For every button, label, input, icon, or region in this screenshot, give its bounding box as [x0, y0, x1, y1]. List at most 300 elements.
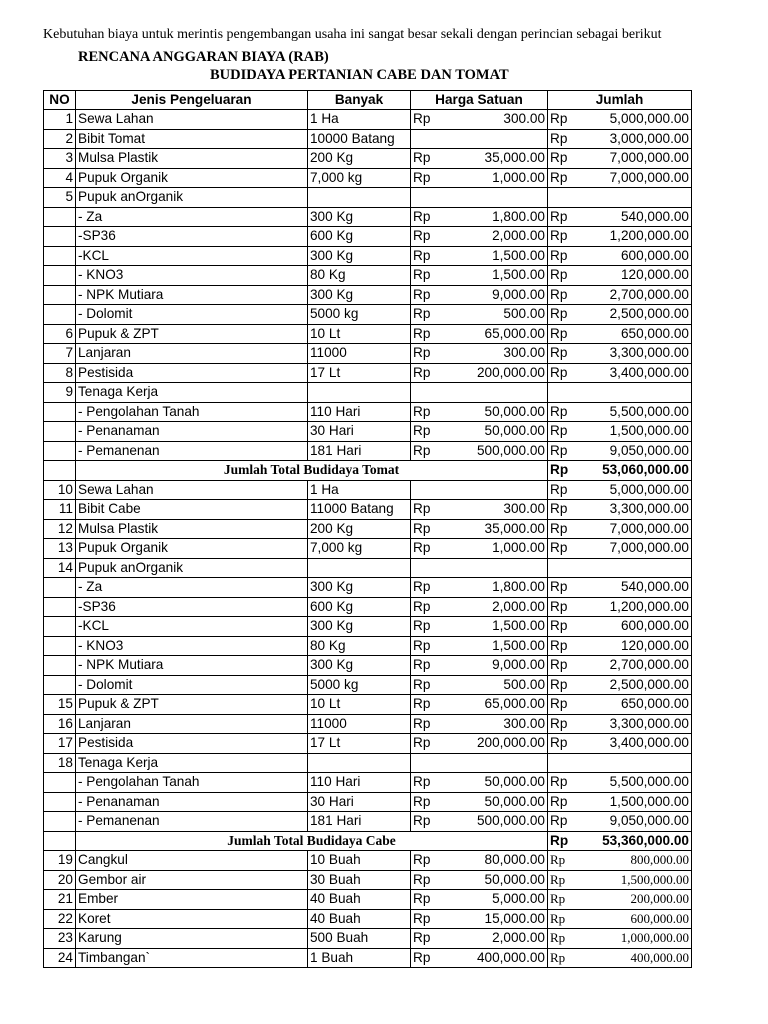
amount-currency: Rp	[548, 149, 578, 169]
table-row	[44, 636, 692, 656]
item-quantity: 30 Hari	[308, 422, 411, 442]
row-number	[44, 617, 76, 637]
amount-currency: Rp	[548, 305, 578, 325]
amount-currency: Rp	[548, 636, 578, 656]
total-no-cell	[44, 461, 76, 481]
unit-price: 200,000.00	[443, 734, 548, 754]
row-number	[44, 402, 76, 422]
amount-currency: Rp	[548, 519, 578, 539]
item-name: - KNO3	[76, 636, 308, 656]
amount: 600,000.00	[578, 246, 692, 266]
amount-currency: Rp	[548, 285, 578, 305]
table-row	[44, 812, 692, 832]
amount: 7,000,000.00	[578, 539, 692, 559]
row-number	[44, 578, 76, 598]
row-number: 8	[44, 363, 76, 383]
item-name: - Dolomit	[76, 305, 308, 325]
unit-price-currency: Rp	[411, 363, 443, 383]
item-name: Pestisida	[76, 363, 308, 383]
amount-currency: Rp	[548, 773, 578, 793]
item-name: - Penanaman	[76, 792, 308, 812]
unit-price: 2,000.00	[443, 227, 548, 247]
unit-price-currency: Rp	[411, 890, 443, 910]
unit-price-currency: Rp	[411, 207, 443, 227]
table-row	[44, 929, 692, 949]
item-quantity	[308, 558, 411, 578]
unit-price	[443, 188, 548, 208]
amount-currency: Rp	[548, 363, 578, 383]
row-number	[44, 207, 76, 227]
item-quantity: 11000	[308, 714, 411, 734]
amount: 200,000.00	[578, 890, 692, 910]
row-number: 20	[44, 870, 76, 890]
unit-price: 65,000.00	[443, 695, 548, 715]
table-row	[44, 207, 692, 227]
amount-currency: Rp	[548, 441, 578, 461]
row-number	[44, 305, 76, 325]
header-no: NO	[44, 91, 76, 110]
amount: 5,500,000.00	[578, 773, 692, 793]
amount: 3,000,000.00	[578, 129, 692, 149]
unit-price-currency: Rp	[411, 851, 443, 871]
amount-currency: Rp	[548, 792, 578, 812]
amount-currency: Rp	[548, 948, 578, 968]
table-row	[44, 773, 692, 793]
unit-price	[443, 558, 548, 578]
unit-price-currency: Rp	[411, 675, 443, 695]
total-amount: 53,060,000.00	[578, 461, 692, 481]
item-quantity: 200 Kg	[308, 519, 411, 539]
unit-price: 65,000.00	[443, 324, 548, 344]
amount-currency: Rp	[548, 539, 578, 559]
unit-price-currency	[411, 558, 443, 578]
amount: 400,000.00	[578, 948, 692, 968]
unit-price-currency: Rp	[411, 578, 443, 598]
item-quantity: 10 Lt	[308, 695, 411, 715]
amount: 1,500,000.00	[578, 870, 692, 890]
amount-currency: Rp	[548, 617, 578, 637]
table-row	[44, 285, 692, 305]
table-row	[44, 656, 692, 676]
table-row	[44, 500, 692, 520]
row-number: 10	[44, 480, 76, 500]
amount: 3,300,000.00	[578, 344, 692, 364]
item-quantity: 10 Lt	[308, 324, 411, 344]
unit-price-currency: Rp	[411, 168, 443, 188]
table-row	[44, 324, 692, 344]
amount: 540,000.00	[578, 578, 692, 598]
row-number	[44, 675, 76, 695]
unit-price: 1,500.00	[443, 617, 548, 637]
unit-price-currency: Rp	[411, 656, 443, 676]
amount-currency: Rp	[548, 129, 578, 149]
amount-currency: Rp	[548, 246, 578, 266]
table-row	[44, 792, 692, 812]
item-quantity: 181 Hari	[308, 441, 411, 461]
row-number: 17	[44, 734, 76, 754]
table-row	[44, 851, 692, 871]
table-row	[44, 539, 692, 559]
item-name: - Pemanenan	[76, 441, 308, 461]
table-row	[44, 909, 692, 929]
item-name: -SP36	[76, 227, 308, 247]
unit-price: 500.00	[443, 675, 548, 695]
row-number: 12	[44, 519, 76, 539]
amount	[578, 753, 692, 773]
row-number: 2	[44, 129, 76, 149]
amount-currency: Rp	[548, 110, 578, 130]
unit-price-currency: Rp	[411, 500, 443, 520]
budget-table	[43, 90, 692, 968]
row-number	[44, 441, 76, 461]
item-quantity: 300 Kg	[308, 207, 411, 227]
unit-price-currency: Rp	[411, 149, 443, 169]
unit-price-currency: Rp	[411, 734, 443, 754]
table-row	[44, 110, 692, 130]
unit-price-currency: Rp	[411, 714, 443, 734]
item-name: - Dolomit	[76, 675, 308, 695]
unit-price-currency: Rp	[411, 617, 443, 637]
item-quantity: 7,000 kg	[308, 168, 411, 188]
unit-price-currency: Rp	[411, 597, 443, 617]
item-name: Mulsa Plastik	[76, 519, 308, 539]
unit-price: 50,000.00	[443, 792, 548, 812]
amount-currency: Rp	[548, 734, 578, 754]
item-name: Sewa Lahan	[76, 480, 308, 500]
table-row	[44, 870, 692, 890]
unit-price: 300.00	[443, 714, 548, 734]
document-title: RENCANA ANGGARAN BIAYA (RAB)	[78, 49, 329, 65]
amount-currency: Rp	[548, 480, 578, 500]
table-row	[44, 695, 692, 715]
unit-price-currency: Rp	[411, 695, 443, 715]
item-quantity: 300 Kg	[308, 246, 411, 266]
unit-price	[443, 480, 548, 500]
item-quantity: 11000	[308, 344, 411, 364]
item-name: Lanjaran	[76, 714, 308, 734]
amount: 2,700,000.00	[578, 656, 692, 676]
unit-price-currency: Rp	[411, 246, 443, 266]
unit-price-currency: Rp	[411, 285, 443, 305]
amount	[578, 558, 692, 578]
item-name: - Pengolahan Tanah	[76, 402, 308, 422]
header-jenis: Jenis Pengeluaran	[76, 91, 308, 110]
table-header-row	[44, 91, 692, 110]
unit-price-currency: Rp	[411, 422, 443, 442]
unit-price: 35,000.00	[443, 519, 548, 539]
row-number	[44, 636, 76, 656]
table-row	[44, 734, 692, 754]
item-quantity: 200 Kg	[308, 149, 411, 169]
unit-price: 1,800.00	[443, 207, 548, 227]
item-quantity: 40 Buah	[308, 909, 411, 929]
item-name: Timbangan`	[76, 948, 308, 968]
table-row	[44, 344, 692, 364]
unit-price: 35,000.00	[443, 149, 548, 169]
unit-price-currency: Rp	[411, 305, 443, 325]
item-quantity: 11000 Batang	[308, 500, 411, 520]
item-name: Pupuk & ZPT	[76, 324, 308, 344]
item-name: -KCL	[76, 617, 308, 637]
row-number: 21	[44, 890, 76, 910]
unit-price-currency: Rp	[411, 929, 443, 949]
item-quantity: 30 Hari	[308, 792, 411, 812]
amount: 1,500,000.00	[578, 422, 692, 442]
unit-price: 50,000.00	[443, 402, 548, 422]
unit-price	[443, 753, 548, 773]
item-name: Karung	[76, 929, 308, 949]
row-number: 13	[44, 539, 76, 559]
item-quantity: 10000 Batang	[308, 129, 411, 149]
item-quantity	[308, 753, 411, 773]
unit-price: 200,000.00	[443, 363, 548, 383]
amount-currency: Rp	[548, 870, 578, 890]
row-number: 11	[44, 500, 76, 520]
row-number: 9	[44, 383, 76, 403]
item-name: Bibit Cabe	[76, 500, 308, 520]
amount: 5,000,000.00	[578, 480, 692, 500]
row-number	[44, 792, 76, 812]
amount: 3,300,000.00	[578, 714, 692, 734]
item-quantity: 300 Kg	[308, 578, 411, 598]
unit-price: 300.00	[443, 344, 548, 364]
amount: 540,000.00	[578, 207, 692, 227]
unit-price: 1,500.00	[443, 636, 548, 656]
table-row	[44, 675, 692, 695]
unit-price-currency: Rp	[411, 870, 443, 890]
amount: 1,200,000.00	[578, 227, 692, 247]
total-currency: Rp	[548, 461, 578, 481]
unit-price: 1,000.00	[443, 539, 548, 559]
amount-currency	[548, 558, 578, 578]
table-row	[44, 597, 692, 617]
item-name: Pupuk Organik	[76, 168, 308, 188]
amount	[578, 188, 692, 208]
row-number	[44, 773, 76, 793]
unit-price: 50,000.00	[443, 422, 548, 442]
amount	[578, 383, 692, 403]
document-subtitle: BUDIDAYA PERTANIAN CABE DAN TOMAT	[210, 67, 509, 83]
unit-price-currency	[411, 188, 443, 208]
row-number: 18	[44, 753, 76, 773]
item-name: Sewa Lahan	[76, 110, 308, 130]
unit-price-currency: Rp	[411, 812, 443, 832]
amount-currency	[548, 188, 578, 208]
unit-price-currency	[411, 129, 443, 149]
table-row	[44, 558, 692, 578]
amount-currency: Rp	[548, 578, 578, 598]
amount: 650,000.00	[578, 695, 692, 715]
table-row	[44, 246, 692, 266]
unit-price-currency	[411, 480, 443, 500]
amount: 2,700,000.00	[578, 285, 692, 305]
table-row	[44, 149, 692, 169]
row-number: 5	[44, 188, 76, 208]
total-row	[44, 831, 692, 851]
item-quantity: 80 Kg	[308, 636, 411, 656]
unit-price: 1,500.00	[443, 266, 548, 286]
item-quantity: 5000 kg	[308, 305, 411, 325]
unit-price: 400,000.00	[443, 948, 548, 968]
intro-text: Kebutuhan biaya untuk merintis pengembangan usaha ini sangat besar sekali dengan perincian sebagai berikut	[43, 27, 662, 42]
row-number	[44, 266, 76, 286]
item-name: Tenaga Kerja	[76, 383, 308, 403]
table-row	[44, 617, 692, 637]
unit-price-currency: Rp	[411, 324, 443, 344]
amount: 7,000,000.00	[578, 519, 692, 539]
row-number: 3	[44, 149, 76, 169]
row-number: 6	[44, 324, 76, 344]
item-name: - Za	[76, 578, 308, 598]
unit-price-currency: Rp	[411, 539, 443, 559]
amount-currency: Rp	[548, 207, 578, 227]
amount: 3,300,000.00	[578, 500, 692, 520]
amount: 9,050,000.00	[578, 441, 692, 461]
unit-price: 1,800.00	[443, 578, 548, 598]
amount: 600,000.00	[578, 909, 692, 929]
item-quantity: 40 Buah	[308, 890, 411, 910]
unit-price: 50,000.00	[443, 870, 548, 890]
item-name: Pupuk & ZPT	[76, 695, 308, 715]
item-quantity: 17 Lt	[308, 734, 411, 754]
item-name: Mulsa Plastik	[76, 149, 308, 169]
item-name: - NPK Mutiara	[76, 285, 308, 305]
total-currency: Rp	[548, 831, 578, 851]
total-row	[44, 461, 692, 481]
amount-currency	[548, 753, 578, 773]
unit-price: 9,000.00	[443, 285, 548, 305]
item-quantity: 300 Kg	[308, 656, 411, 676]
item-quantity: 110 Hari	[308, 402, 411, 422]
unit-price-currency: Rp	[411, 441, 443, 461]
table-row	[44, 402, 692, 422]
item-name: -SP36	[76, 597, 308, 617]
table-row	[44, 441, 692, 461]
item-quantity: 10 Buah	[308, 851, 411, 871]
item-quantity: 1 Buah	[308, 948, 411, 968]
amount: 3,400,000.00	[578, 363, 692, 383]
amount-currency: Rp	[548, 695, 578, 715]
unit-price-currency	[411, 753, 443, 773]
table-row	[44, 578, 692, 598]
amount: 120,000.00	[578, 636, 692, 656]
amount-currency: Rp	[548, 266, 578, 286]
unit-price-currency: Rp	[411, 344, 443, 364]
item-name: Pupuk Organik	[76, 539, 308, 559]
item-quantity	[308, 188, 411, 208]
row-number	[44, 812, 76, 832]
amount: 1,000,000.00	[578, 929, 692, 949]
amount-currency: Rp	[548, 168, 578, 188]
unit-price: 80,000.00	[443, 851, 548, 871]
table-row	[44, 948, 692, 968]
amount-currency: Rp	[548, 500, 578, 520]
unit-price: 300.00	[443, 110, 548, 130]
header-jumlah: Jumlah	[548, 91, 692, 110]
row-number	[44, 246, 76, 266]
unit-price: 2,000.00	[443, 929, 548, 949]
amount: 3,400,000.00	[578, 734, 692, 754]
row-number: 24	[44, 948, 76, 968]
amount-currency: Rp	[548, 344, 578, 364]
row-number	[44, 656, 76, 676]
table-row	[44, 714, 692, 734]
amount-currency: Rp	[548, 597, 578, 617]
unit-price-currency: Rp	[411, 636, 443, 656]
item-quantity: 110 Hari	[308, 773, 411, 793]
amount-currency: Rp	[548, 890, 578, 910]
amount: 5,000,000.00	[578, 110, 692, 130]
amount-currency: Rp	[548, 324, 578, 344]
table-row	[44, 422, 692, 442]
amount: 600,000.00	[578, 617, 692, 637]
unit-price-currency: Rp	[411, 519, 443, 539]
amount: 800,000.00	[578, 851, 692, 871]
unit-price-currency: Rp	[411, 792, 443, 812]
unit-price: 50,000.00	[443, 773, 548, 793]
item-name: -KCL	[76, 246, 308, 266]
row-number	[44, 285, 76, 305]
amount: 9,050,000.00	[578, 812, 692, 832]
unit-price-currency: Rp	[411, 773, 443, 793]
table-row	[44, 188, 692, 208]
item-quantity: 30 Buah	[308, 870, 411, 890]
unit-price: 300.00	[443, 500, 548, 520]
item-name: Bibit Tomat	[76, 129, 308, 149]
item-quantity	[308, 383, 411, 403]
amount-currency: Rp	[548, 851, 578, 871]
item-name: - NPK Mutiara	[76, 656, 308, 676]
table-row	[44, 266, 692, 286]
row-number: 22	[44, 909, 76, 929]
unit-price-currency	[411, 383, 443, 403]
row-number: 1	[44, 110, 76, 130]
table-row	[44, 753, 692, 773]
unit-price-currency: Rp	[411, 266, 443, 286]
unit-price: 9,000.00	[443, 656, 548, 676]
unit-price: 2,000.00	[443, 597, 548, 617]
unit-price-currency: Rp	[411, 909, 443, 929]
table-row	[44, 480, 692, 500]
header-banyak: Banyak	[308, 91, 411, 110]
row-number: 23	[44, 929, 76, 949]
amount-currency	[548, 383, 578, 403]
amount: 1,200,000.00	[578, 597, 692, 617]
amount: 1,500,000.00	[578, 792, 692, 812]
table-row	[44, 890, 692, 910]
item-quantity: 1 Ha	[308, 480, 411, 500]
amount: 2,500,000.00	[578, 675, 692, 695]
unit-price	[443, 129, 548, 149]
unit-price: 500,000.00	[443, 812, 548, 832]
item-quantity: 300 Kg	[308, 285, 411, 305]
total-label: Jumlah Total Budidaya Tomat	[76, 461, 548, 481]
amount-currency: Rp	[548, 656, 578, 676]
table-row	[44, 519, 692, 539]
amount: 7,000,000.00	[578, 149, 692, 169]
row-number: 15	[44, 695, 76, 715]
table-row	[44, 363, 692, 383]
amount: 5,500,000.00	[578, 402, 692, 422]
amount-currency: Rp	[548, 402, 578, 422]
row-number: 7	[44, 344, 76, 364]
total-no-cell	[44, 831, 76, 851]
unit-price	[443, 383, 548, 403]
item-name: - Pengolahan Tanah	[76, 773, 308, 793]
amount-currency: Rp	[548, 812, 578, 832]
unit-price: 15,000.00	[443, 909, 548, 929]
amount: 120,000.00	[578, 266, 692, 286]
